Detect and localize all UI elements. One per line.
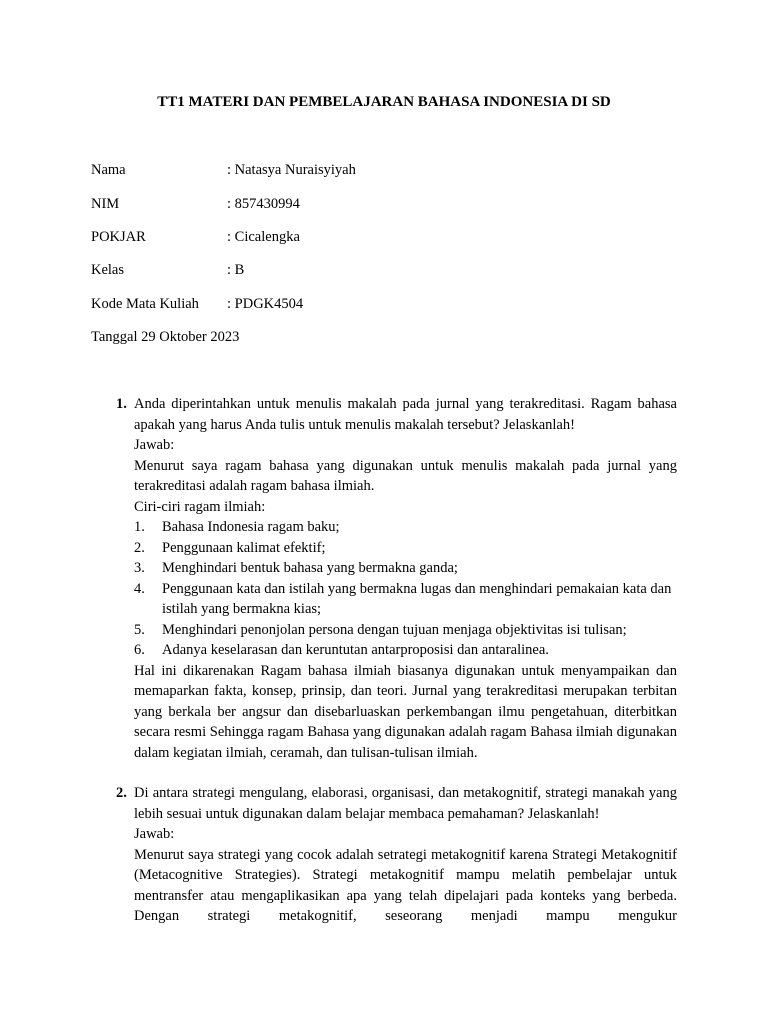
list-item-number: 4. <box>134 580 145 597</box>
list-item-text: Bahasa Indonesia ragam baku; <box>162 519 340 535</box>
list-item-number: 3. <box>134 560 145 576</box>
question-text: Anda diperintahkan untuk menulis makalah pada jurnal yang terakreditasi. Ragam bahasa apakah yang harus Anda tulis untuk menulis makalah tersebut? Jelaskanlah! <box>134 396 677 433</box>
document-date: Tanggal 29 Oktober 2023 <box>91 329 240 345</box>
list-item <box>134 620 677 641</box>
document-title: TT1 MATERI DAN PEMBELAJARAN BAHASA INDONESIA DI SD <box>157 94 611 110</box>
identity-row-pokjar <box>91 227 691 247</box>
list-item-number: 6. <box>134 642 145 658</box>
identity-value: : PDGK4504 <box>227 296 304 312</box>
question-number: 2. <box>116 785 127 801</box>
list-item-number: 2. <box>134 539 145 556</box>
list-item-text: Penggunaan kata dan istilah yang bermakna lugas dan menghindari pemakaian kata dan istilah yang bermakna kias; <box>162 580 672 617</box>
list-item-text: Menghindari bentuk bahasa yang bermakna ganda; <box>162 560 458 576</box>
identity-label: POKJAR <box>91 229 146 245</box>
identity-row-nim <box>91 194 691 214</box>
list-item-text: Penggunaan kalimat efektif; <box>162 539 326 556</box>
identity-value: : Natasya Nuraisyiyah <box>227 162 356 178</box>
answer-intro: Menurut saya strategi yang cocok adalah setrategi metakognitif karena Strategi Metakognitif (Metacognitive Strategies). Strategi metakognitif mampu melatih pembelajar untuk mentransfer atau mengaplikasikan apa yang telah dipelajari pada konteks yang berbeda. Dengan strategi metakognitif, seseorang menjadi mampu mengukur <box>134 846 677 924</box>
list-item <box>134 517 677 538</box>
list-item <box>134 538 677 559</box>
identity-row-kode <box>91 294 691 314</box>
identity-label: Nama <box>91 162 126 178</box>
identity-row-kelas <box>91 260 691 280</box>
list-item <box>134 640 677 661</box>
list-item <box>134 579 677 620</box>
identity-label: NIM <box>91 196 120 212</box>
answer-label: Jawab: <box>134 437 175 453</box>
criteria-list <box>134 517 677 661</box>
identity-value: : 857430994 <box>227 196 300 212</box>
answer-closing: Hal ini dikarenakan Ragam bahasa ilmiah biasanya digunakan untuk menyampaikan dan memaparkan fakta, konsep, prinsip, dan teori. Jurnal yang terakreditasi merupakan terbitan yang berkala ber angsur dan disebarluaskan perkembangan ilmu pengetahuan, diterbitkan secara resmi Sehingga ragam Bahasa yang digunakan adalah ragam Bahasa ilmiah digunakan dalam kegiatan ilmiah, ceramah, dan tulisan-tulisan ilmiah. <box>134 662 677 761</box>
question-number: 1. <box>116 396 127 412</box>
question-body <box>134 394 677 763</box>
identity-value: : Cicalengka <box>227 229 300 245</box>
list-item <box>134 558 677 579</box>
identity-label: Kode Mata Kuliah <box>91 296 199 312</box>
answer-intro: Menurut saya ragam bahasa yang digunakan untuk menulis makalah pada jurnal yang terakreditasi adalah ragam bahasa ilmiah. <box>134 457 677 494</box>
identity-label: Kelas <box>91 262 125 278</box>
list-title: Ciri-ciri ragam ilmiah: <box>134 498 266 515</box>
question-text: Di antara strategi mengulang, elaborasi, organisasi, dan metakognitif, strategi manakah yang lebih sesuai untuk digunakan dalam belajar membaca pemahaman? Jelaskanlah! <box>134 785 677 822</box>
identity-value: : B <box>227 262 245 278</box>
list-item-number: 5. <box>134 621 145 638</box>
question-body <box>134 783 677 927</box>
list-item-number: 1. <box>134 519 145 535</box>
list-item-text: Adanya keselarasan dan keruntutan antarproposisi dan antaralinea. <box>162 642 549 658</box>
identity-row-name <box>91 160 691 180</box>
answer-label: Jawab: <box>134 826 175 842</box>
list-item-text: Menghindari penonjolan persona dengan tujuan menjaga objektivitas isi tulisan; <box>162 621 627 638</box>
